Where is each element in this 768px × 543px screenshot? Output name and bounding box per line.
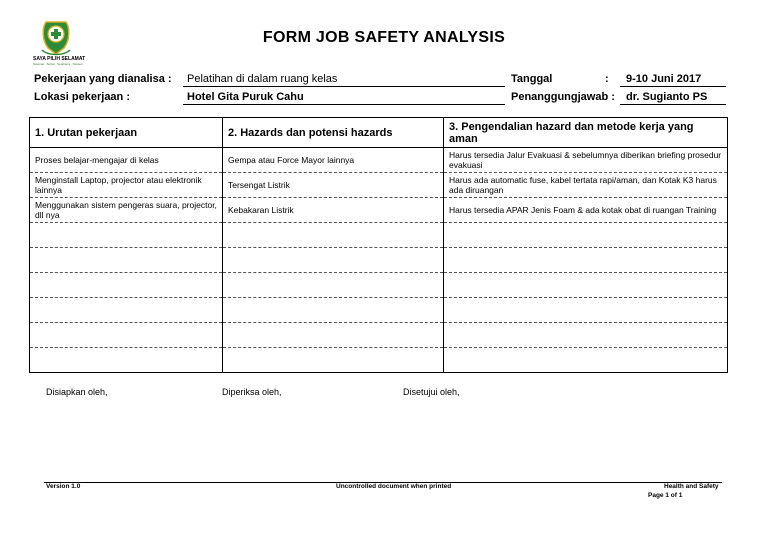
cell-hazard: Tersengat Listrik: [223, 173, 444, 198]
penanggungjawab-value: dr. Sugianto PS: [626, 91, 708, 103]
penanggungjawab-label: Penanggungjawab :: [511, 91, 615, 103]
table-row: [30, 273, 728, 298]
header-hazards: 2. Hazards dan potensi hazards: [223, 118, 444, 148]
form-title: FORM JOB SAFETY ANALYSIS: [262, 29, 506, 46]
cell-pengendalian: Harus tersedia Jalur Evakuasi & sebelumnya diberikan briefing prosedur evakuasi: [444, 148, 728, 173]
cell-pengendalian: [444, 223, 728, 248]
cell-urutan: [30, 273, 223, 298]
cell-hazard: [223, 273, 444, 298]
cell-hazard: [223, 298, 444, 323]
cell-hazard: [223, 248, 444, 273]
logo-name: SAYA PILIH SELAMAT: [33, 56, 86, 62]
header-urutan-pekerjaan: 1. Urutan pekerjaan: [30, 118, 223, 148]
lokasi-value: Hotel Gita Puruk Cahu: [187, 91, 304, 103]
lokasi-underline: [183, 104, 505, 105]
logo-tagline: Selamat · Sehat · Sejahtera · Sukses: [33, 62, 83, 66]
cell-urutan: Menggunakan sistem pengeras suara, projector, dll nya: [30, 198, 223, 223]
cell-pengendalian: [444, 248, 728, 273]
table-row: [30, 148, 728, 173]
jsa-table: [29, 117, 728, 373]
cell-hazard: [223, 223, 444, 248]
penanggungjawab-underline: [620, 104, 726, 105]
tanggal-colon: :: [605, 73, 609, 85]
pekerjaan-value: Pelatihan di dalam ruang kelas: [187, 73, 338, 85]
table-row: [30, 198, 728, 223]
cell-pengendalian: [444, 298, 728, 323]
cell-pengendalian: [444, 348, 728, 373]
prepared-by-label: Disiapkan oleh,: [46, 387, 108, 397]
table-row: [30, 298, 728, 323]
tanggal-label: Tanggal: [511, 73, 553, 85]
table-header-row: [30, 118, 728, 148]
footer-version: Version 1.0: [46, 483, 81, 490]
tanggal-underline: [620, 86, 726, 87]
cell-hazard: [223, 348, 444, 373]
cell-urutan: [30, 248, 223, 273]
cell-urutan: [30, 348, 223, 373]
cell-pengendalian: [444, 323, 728, 348]
cell-urutan: Menginstall Laptop, projector atau elektronik lainnya: [30, 173, 223, 198]
table-row: [30, 173, 728, 198]
checked-by-label: Diperiksa oleh,: [222, 387, 282, 397]
table-row: [30, 223, 728, 248]
table-row: [30, 248, 728, 273]
approved-by-label: Disetujui oleh,: [403, 387, 460, 397]
pekerjaan-label: Pekerjaan yang dianalisa :: [34, 73, 172, 85]
cell-pengendalian: Harus ada automatic fuse, kabel tertata rapi/aman, dan Kotak K3 harus ada diruangan: [444, 173, 728, 198]
cell-urutan: Proses belajar-mengajar di kelas: [30, 148, 223, 173]
cell-urutan: [30, 223, 223, 248]
footer-uncontrolled: Uncontrolled document when printed: [336, 483, 452, 490]
pekerjaan-underline: [183, 86, 505, 87]
header-pengendalian: 3. Pengendalian hazard dan metode kerja yang aman: [444, 118, 728, 148]
cell-pengendalian: Harus tersedia APAR Jenis Foam & ada kotak obat di ruangan Training: [444, 198, 728, 223]
cell-hazard: [223, 323, 444, 348]
table-row: [30, 348, 728, 373]
cell-urutan: [30, 323, 223, 348]
cell-pengendalian: [444, 273, 728, 298]
footer-page-number: Page 1 of 1: [648, 492, 683, 499]
cell-hazard: Kebakaran Listrik: [223, 198, 444, 223]
tanggal-value: 9-10 Juni 2017: [626, 73, 702, 85]
footer-department: Health and Safety: [664, 483, 719, 490]
table-row: [30, 323, 728, 348]
cell-urutan: [30, 298, 223, 323]
lokasi-label: Lokasi pekerjaan :: [34, 91, 130, 103]
cell-hazard: Gempa atau Force Mayor lainnya: [223, 148, 444, 173]
